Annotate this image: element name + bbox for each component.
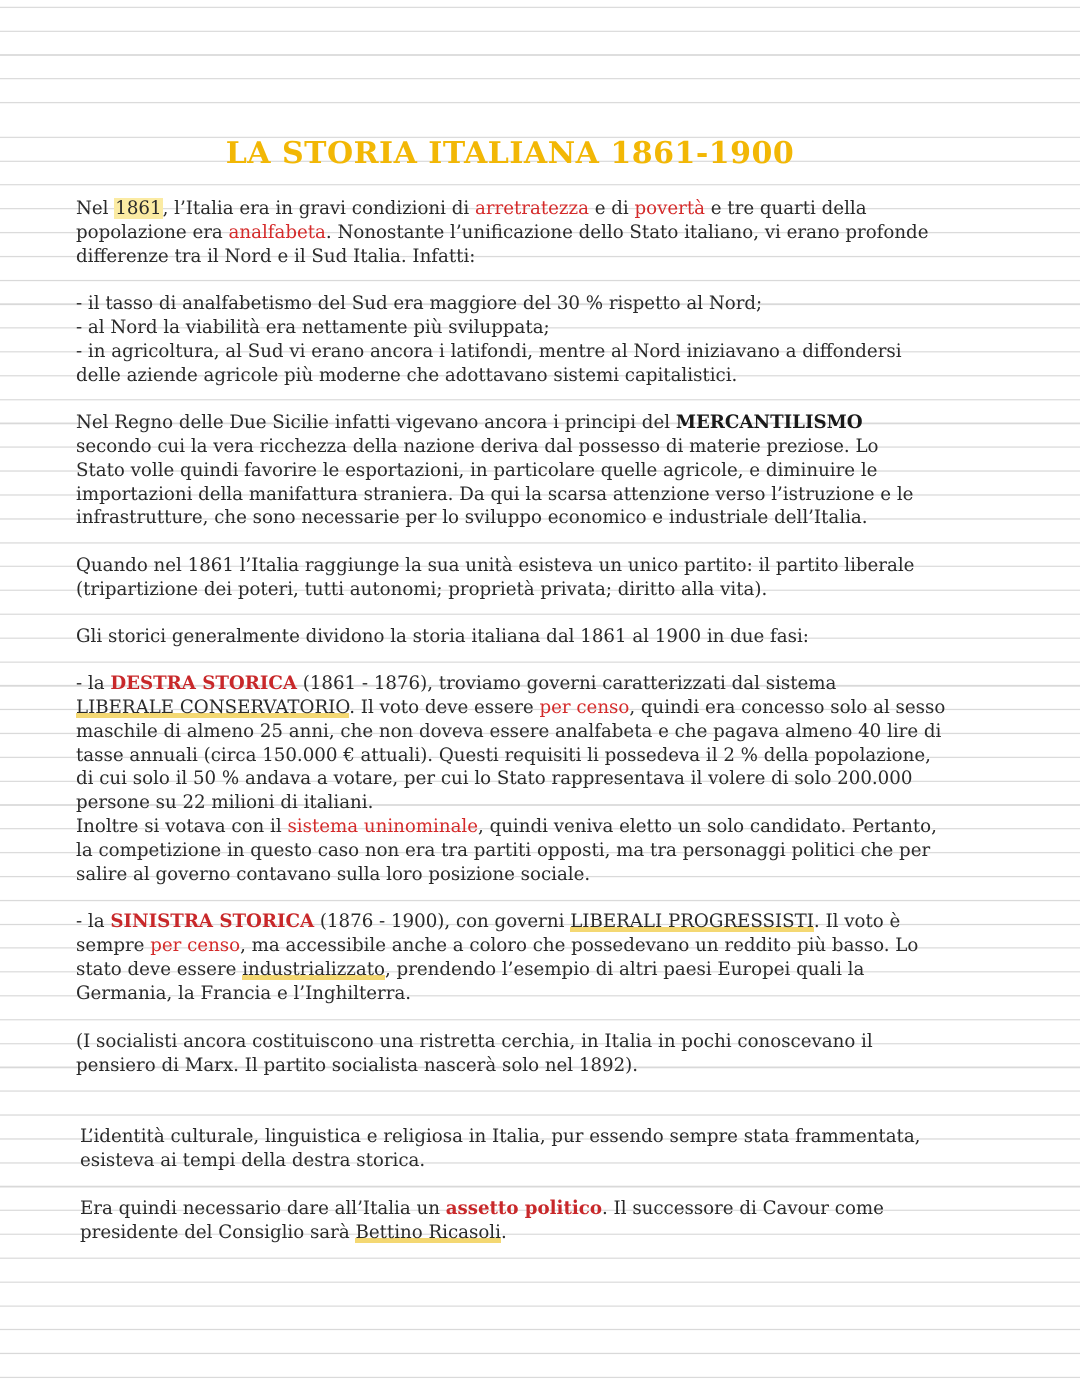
intro-line-2 (76, 221, 1066, 245)
assetto-paragraph (80, 1197, 1070, 1245)
intro-line-1 (76, 197, 1066, 221)
text: , quindi veniva eletto un solo candidato. Pertanto, (478, 816, 937, 838)
keyword-assetto-politico: assetto politico (445, 1198, 602, 1219)
keyword-liberali-progressisti: LIBERALI PROGRESSISTI (570, 911, 814, 932)
list-item: delle aziende agricole più moderne che adottavano sistemi capitalistici. (76, 364, 738, 386)
keyword-arretratezza: arretratezza (475, 198, 589, 219)
paragraph-line: Gli storici generalmente dividono la storia italiana dal 1861 al 1900 in due fasi: (76, 626, 809, 647)
paragraph-line: tasse annuali (circa 150.000 € attuali). Questi requisiti li possedeva il 2 % della popolazione, (76, 744, 931, 766)
text: . Il successore di Cavour come (601, 1198, 884, 1219)
keyword-mercantilismo: MERCANTILISMO (675, 412, 863, 433)
paragraph-line: (tripartizione dei poteri, tutti autonomi; proprietà privata; diritto alla vita). (76, 578, 768, 600)
socialisti-paragraph (76, 1030, 1066, 1078)
text: . Nonostante l’unificazione dello Stato italiano, vi erano profonde (325, 221, 929, 243)
text: , ma accessibile anche a coloro che possedevano un reddito più basso. Lo (240, 934, 919, 956)
paragraph-line (76, 411, 1066, 435)
paragraph-line (76, 910, 1066, 934)
text: (1861 - 1876), troviamo governi caratterizzati dal sistema (296, 673, 837, 694)
paragraph-line: maschile di almeno 25 anni, che non doveva essere analfabeta e che pagava almeno 40 lire di (76, 720, 942, 742)
text: . (500, 1221, 507, 1243)
keyword-per-censo: per censo (539, 696, 630, 718)
text: Inoltre si votava con il (76, 816, 288, 838)
keyword-poverta: povertà (634, 198, 705, 219)
keyword-sinistra-storica: SINISTRA STORICA (110, 911, 315, 932)
text: (1876 - 1900), con governi (314, 911, 571, 932)
paragraph-line (76, 934, 1066, 958)
paragraph-line: Germania, la Francia e l’Inghilterra. (76, 982, 412, 1004)
paragraph-line: la competizione in questo caso non era tra partiti opposti, ma tra personaggi politici che per (76, 839, 931, 861)
mercantilismo-paragraph (76, 411, 1066, 530)
keyword-liberale-conservatorio: LIBERALE CONSERVATORIO (76, 696, 350, 718)
text: Era quindi necessario dare all’Italia un (80, 1198, 446, 1219)
text: e di (588, 198, 635, 219)
keyword-industrializzato: industrializzato (242, 958, 385, 980)
list-item: - il tasso di analfabetismo del Sud era maggiore del 30 % rispetto al Nord; (76, 293, 763, 314)
due-fasi-paragraph (76, 625, 1066, 649)
paragraph-line: pensiero di Marx. Il partito socialista nascerà solo nel 1892). (76, 1054, 639, 1076)
keyword-sistema-uninominale: sistema uninominale (287, 816, 479, 838)
highlight-year: 1861 (115, 198, 162, 219)
text: - la (76, 911, 111, 932)
text: sempre (76, 934, 151, 956)
text: Nel (76, 198, 115, 219)
text: , quindi era concesso solo al sesso (629, 696, 946, 718)
text: , prendendo l’esempio di altri paesi Europei quali la (384, 958, 865, 980)
sinistra-storica-section (76, 910, 1066, 1005)
text: presidente del Consiglio sarà (80, 1221, 356, 1243)
partito-liberale-paragraph (76, 554, 1066, 602)
paragraph-line (76, 696, 1066, 720)
paragraph-line (80, 1197, 1070, 1221)
text: - la (76, 673, 111, 694)
paragraph-line: infrastrutture, che sono necessarie per lo sviluppo economico e industriale dell’Italia. (76, 507, 868, 529)
page-title: LA STORIA ITALIANA 1861-1900 (225, 136, 795, 171)
paragraph-line: salire al governo contavano sulla loro posizione sociale. (76, 863, 591, 885)
text: , l’Italia era in gravi condizioni di (162, 198, 475, 219)
paragraph-line (76, 815, 1066, 839)
text: . Il voto è (813, 911, 901, 932)
paragraph-line (76, 672, 1066, 696)
text: . Il voto deve essere (349, 696, 540, 718)
paragraph-line: di cui solo il 50 % andava a votare, per cui lo Stato rappresentava il volere di solo 200.000 (76, 768, 913, 790)
text: Nel Regno delle Due Sicilie infatti vigevano ancora i principi del (76, 412, 676, 433)
keyword-bettino-ricasoli: Bettino Ricasoli (355, 1221, 501, 1243)
text: e tre quarti della (704, 198, 867, 219)
paragraph-line (76, 958, 1066, 982)
intro-line-3: differenze tra il Nord e il Sud Italia. Infatti: (76, 245, 476, 267)
keyword-analfabeta: analfabeta (228, 221, 326, 243)
list-item: - al Nord la viabilità era nettamente più sviluppata; (76, 316, 550, 338)
paragraph-line: Stato volle quindi favorire le esportazioni, in particolare quelle agricole, e diminuire le (76, 459, 878, 481)
paragraph-line: secondo cui la vera ricchezza della nazione deriva dal possesso di materie preziose. Lo (76, 435, 879, 457)
list-item: - in agricoltura, al Sud vi erano ancora i latifondi, mentre al Nord iniziavano a diffondersi (76, 340, 902, 362)
paragraph-line (80, 1221, 1070, 1245)
identita-paragraph (80, 1125, 1070, 1173)
text: popolazione era (76, 221, 229, 243)
paragraph-line: L’identità culturale, linguistica e religiosa in Italia, pur essendo sempre stata frammentata, (80, 1126, 921, 1147)
intro-paragraph (76, 197, 1066, 269)
paragraph-line: Quando nel 1861 l’Italia raggiunge la sua unità esisteva un unico partito: il partito liberale (76, 555, 915, 576)
paragraph-line: importazioni della manifattura straniera. Da qui la scarsa attenzione verso l’istruzione e le (76, 483, 914, 505)
paragraph-line: persone su 22 milioni di italiani. (76, 792, 374, 814)
keyword-per-censo: per censo (150, 934, 241, 956)
paragraph-line: esisteva ai tempi della destra storica. (80, 1149, 426, 1171)
keyword-destra-storica: DESTRA STORICA (110, 673, 297, 694)
differences-list (76, 292, 1066, 387)
paragraph-line: (I socialisti ancora costituiscono una ristretta cerchia, in Italia in pochi conoscevano il (76, 1031, 873, 1052)
destra-storica-section (76, 672, 1066, 887)
text: stato deve essere (76, 958, 243, 980)
